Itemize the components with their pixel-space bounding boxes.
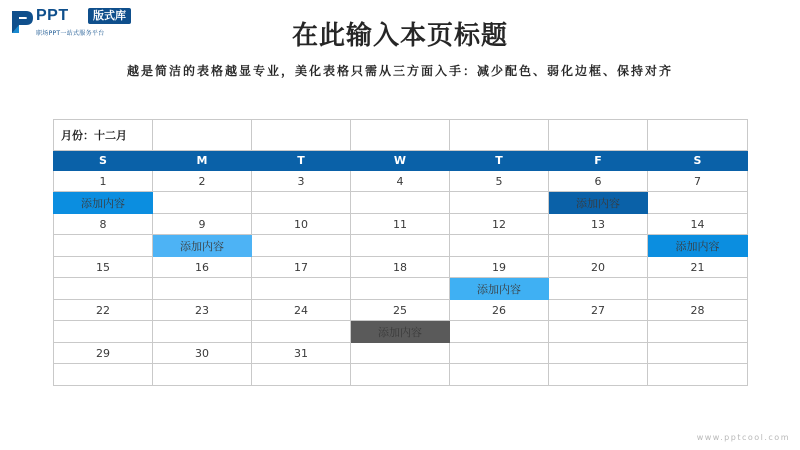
- calendar-table: [53, 119, 748, 386]
- empty-event-cell: [549, 364, 648, 386]
- weekday-header: W: [351, 151, 450, 171]
- date-row: [54, 171, 748, 192]
- date-cell: 4: [351, 171, 450, 192]
- empty-event-cell: [648, 364, 748, 386]
- empty-event-cell: [54, 278, 153, 300]
- date-cell: 30: [153, 343, 252, 364]
- date-cell: 19: [450, 257, 549, 278]
- event-row: [54, 278, 748, 300]
- empty-event-cell: [549, 235, 648, 257]
- date-cell: 29: [54, 343, 153, 364]
- empty-cell: [153, 120, 252, 151]
- empty-event-cell: [153, 321, 252, 343]
- date-cell: 13: [549, 214, 648, 235]
- event-cell[interactable]: 添加内容: [153, 235, 252, 257]
- event-cell[interactable]: 添加内容: [54, 192, 153, 214]
- weekday-header: S: [648, 151, 748, 171]
- date-cell: 6: [549, 171, 648, 192]
- watermark: www.pptcool.com: [696, 433, 790, 442]
- empty-event-cell: [252, 364, 351, 386]
- date-cell: 21: [648, 257, 748, 278]
- logo-badge: 版式库: [88, 8, 131, 24]
- event-row: [54, 235, 748, 257]
- weekday-header: T: [450, 151, 549, 171]
- empty-cell: [648, 120, 748, 151]
- empty-event-cell: [648, 192, 748, 214]
- empty-event-cell: [549, 278, 648, 300]
- empty-event-cell: [351, 278, 450, 300]
- empty-event-cell: [450, 192, 549, 214]
- empty-event-cell: [153, 364, 252, 386]
- date-cell: 17: [252, 257, 351, 278]
- empty-cell: [351, 120, 450, 151]
- weekday-header: T: [252, 151, 351, 171]
- event-cell[interactable]: 添加内容: [549, 192, 648, 214]
- date-cell: 2: [153, 171, 252, 192]
- date-row: [54, 300, 748, 321]
- date-row: [54, 343, 748, 364]
- event-row: [54, 321, 748, 343]
- date-cell: 23: [153, 300, 252, 321]
- empty-event-cell: [450, 321, 549, 343]
- date-cell: 14: [648, 214, 748, 235]
- logo-tagline: 职场PPT一站式服务平台: [36, 30, 105, 37]
- date-cell: 27: [549, 300, 648, 321]
- empty-event-cell: [351, 192, 450, 214]
- date-cell: [450, 343, 549, 364]
- date-row: [54, 214, 748, 235]
- empty-event-cell: [351, 364, 450, 386]
- empty-event-cell: [54, 364, 153, 386]
- empty-event-cell: [153, 278, 252, 300]
- empty-event-cell: [450, 364, 549, 386]
- empty-event-cell: [648, 321, 748, 343]
- date-cell: 7: [648, 171, 748, 192]
- empty-cell: [252, 120, 351, 151]
- event-cell[interactable]: 添加内容: [450, 278, 549, 300]
- event-cell[interactable]: 添加内容: [648, 235, 748, 257]
- page-title: 在此输入本页标题: [291, 21, 508, 51]
- date-cell: 8: [54, 214, 153, 235]
- empty-event-cell: [252, 235, 351, 257]
- date-cell: 10: [252, 214, 351, 235]
- event-cell[interactable]: 添加内容: [351, 321, 450, 343]
- event-row: [54, 192, 748, 214]
- date-cell: 5: [450, 171, 549, 192]
- empty-event-cell: [648, 278, 748, 300]
- date-cell: 11: [351, 214, 450, 235]
- logo-text: PPT: [36, 7, 69, 24]
- calendar-body: [54, 120, 748, 386]
- weekday-header: M: [153, 151, 252, 171]
- empty-event-cell: [153, 192, 252, 214]
- empty-event-cell: [450, 235, 549, 257]
- date-cell: 22: [54, 300, 153, 321]
- empty-event-cell: [351, 235, 450, 257]
- month-label: 月份：十二月: [54, 120, 153, 151]
- empty-event-cell: [252, 192, 351, 214]
- date-cell: [351, 343, 450, 364]
- date-cell: 28: [648, 300, 748, 321]
- weekday-header: F: [549, 151, 648, 171]
- page-subtitle: 越是简洁的表格越显专业，美化表格只需从三方面入手：减少配色、弱化边框、保持对齐: [126, 64, 673, 78]
- empty-cell: [549, 120, 648, 151]
- date-cell: 24: [252, 300, 351, 321]
- date-cell: 31: [252, 343, 351, 364]
- date-cell: 20: [549, 257, 648, 278]
- date-cell: 3: [252, 171, 351, 192]
- date-row: [54, 257, 748, 278]
- month-row: [54, 120, 748, 151]
- empty-event-cell: [549, 321, 648, 343]
- date-cell: 9: [153, 214, 252, 235]
- weekday-header-row: [54, 151, 748, 171]
- date-cell: 1: [54, 171, 153, 192]
- date-cell: [648, 343, 748, 364]
- date-cell: 16: [153, 257, 252, 278]
- empty-event-cell: [252, 278, 351, 300]
- date-cell: 15: [54, 257, 153, 278]
- date-cell: 18: [351, 257, 450, 278]
- empty-event-cell: [54, 235, 153, 257]
- date-cell: [549, 343, 648, 364]
- empty-cell: [450, 120, 549, 151]
- date-cell: 26: [450, 300, 549, 321]
- date-cell: 25: [351, 300, 450, 321]
- empty-event-cell: [54, 321, 153, 343]
- empty-event-cell: [252, 321, 351, 343]
- date-cell: 12: [450, 214, 549, 235]
- weekday-header: S: [54, 151, 153, 171]
- event-row: [54, 364, 748, 386]
